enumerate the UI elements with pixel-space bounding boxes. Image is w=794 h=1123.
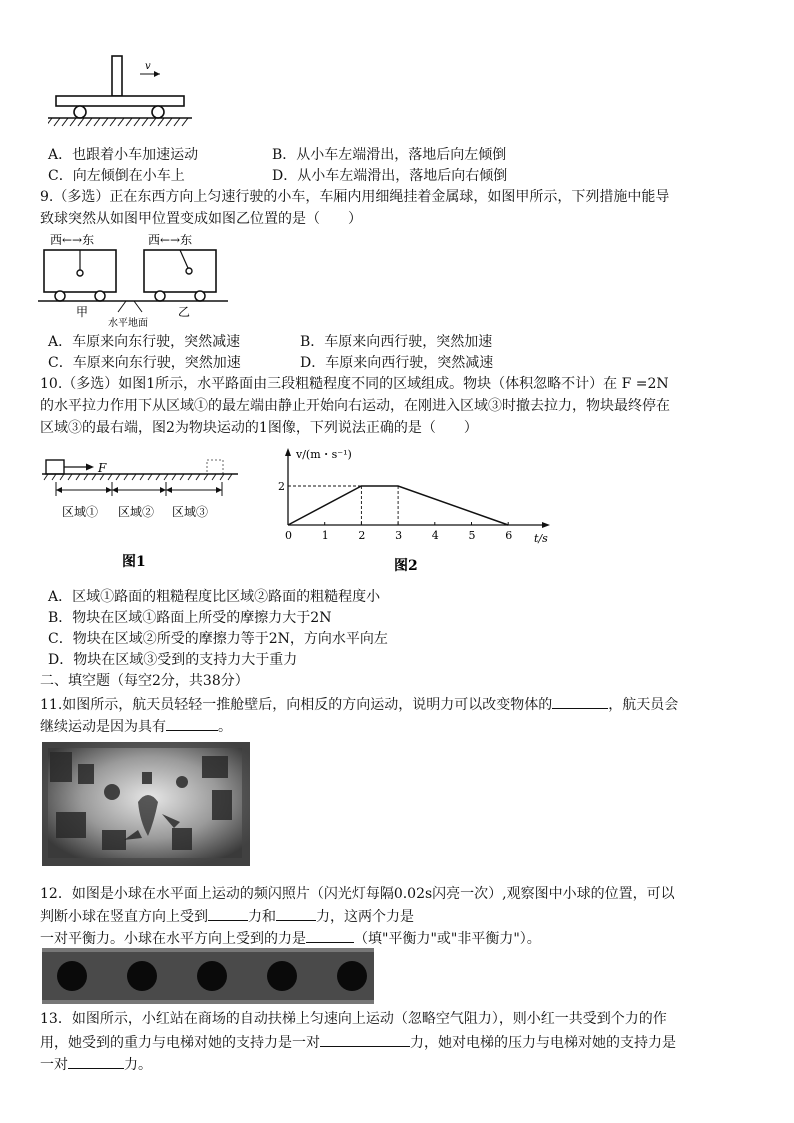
q10-option-a: A．区域①路面的粗糙程度比区域②路面的粗糙程度小 xyxy=(48,589,381,605)
x-tick-label: 3 xyxy=(395,529,403,542)
q12-text-4: 一对平衡力。小球在水平方向上受到的力是 xyxy=(40,931,306,947)
direction-label-jia: 西←→东 xyxy=(50,233,95,247)
q12-blank-3[interactable] xyxy=(306,928,354,943)
region-1-label: 区域① xyxy=(62,505,99,519)
q12-text-3: 力，这两个力是 xyxy=(316,909,414,925)
q13-text-4: 力。 xyxy=(124,1057,152,1073)
q9-option-d: D．车原来向西行驶，突然减速 xyxy=(300,355,494,371)
q13-stem-line-2 xyxy=(40,1032,676,1052)
q8-option-b: B．从小车左端滑出，落地后向左倾倒 xyxy=(272,147,507,163)
q10-stem-line-2: 的水平拉力作用下从区域①的最左端由静止开始向右运动，在刚进入区域③时撤去拉力，物块最终停在 xyxy=(40,398,670,414)
q11-text-2: ，航天员会 xyxy=(608,697,679,713)
q9-option-a: A．车原来向东行驶，突然减速 xyxy=(48,334,241,350)
q13-text-2: 力，她对电梯的压力与电梯对她的支持力是 xyxy=(410,1035,676,1051)
q8-option-c: C．向左倾倒在小车上 xyxy=(48,168,185,184)
x-tick-label: 6 xyxy=(505,529,513,542)
q9-stem-line-2: 致球突然从如图甲位置变成如图乙位置的是（ ） xyxy=(40,211,362,227)
q12-text-1: 判断小球在竖直方向上受到 xyxy=(40,909,208,925)
y-axis-label: v/(m・s⁻¹) xyxy=(296,448,352,461)
velocity-label: v xyxy=(145,61,151,72)
q10-option-b: B．物块在区域①路面上所受的摩擦力大于2N xyxy=(48,610,332,626)
cart-figure xyxy=(48,54,198,129)
figure-1-caption: 图1 xyxy=(122,554,146,570)
q11-stem-line-2 xyxy=(40,716,232,736)
y-tick-label: 2 xyxy=(278,480,285,493)
q11-blank-2[interactable] xyxy=(166,716,218,731)
q12-blank-2[interactable] xyxy=(276,906,316,921)
q11-stem-line-1 xyxy=(40,694,678,714)
figure-2-caption: 图2 xyxy=(394,558,418,574)
q9-option-b: B．车原来向西行驶，突然加速 xyxy=(300,334,493,350)
x-tick-label: 0 xyxy=(285,529,292,542)
q10-stem-line-3: 区域③的最右端，图2为物块运动的1图像，下列说法正确的是（ ） xyxy=(40,420,478,436)
q11-text-1: 11.如图所示，航天员轻轻一推舱壁后，向相反的方向运动，说明力可以改变物体的 xyxy=(40,697,553,713)
q13-text-1: 用，她受到的重力与电梯对她的支持力是一对 xyxy=(40,1035,320,1051)
train-car-figure xyxy=(38,230,238,330)
q11-text-4: 。 xyxy=(218,719,232,735)
q13-stem-line-3 xyxy=(40,1054,152,1074)
x-axis-label: t/s xyxy=(534,532,548,545)
q10-option-d: D．物块在区域③受到的支持力大于重力 xyxy=(48,652,298,668)
x-axis-arrow xyxy=(542,522,550,528)
q12-text-2: 力和 xyxy=(248,909,276,925)
region-2-label: 区域② xyxy=(118,505,155,519)
x-tick-label: 1 xyxy=(321,529,329,542)
q13-blank-1[interactable] xyxy=(320,1032,410,1047)
q8-option-d: D．从小车左端滑出，落地后向右倾倒 xyxy=(272,168,508,184)
q12-stem-line-3 xyxy=(40,928,541,948)
strobe-ball-photo xyxy=(42,948,374,1004)
ground-label: 水平地面 xyxy=(108,318,148,329)
q10-option-c: C．物块在区域②所受的摩擦力等于2N，方向水平向左 xyxy=(48,631,388,647)
q12-stem-line-2 xyxy=(40,906,414,926)
astronaut-cabin-photo xyxy=(42,742,250,866)
q9-stem-line-1: 9.（多选）正在东西方向上匀速行驶的小车，车厢内用细绳挂着金属球，如图甲所示，下列措施中能导 xyxy=(40,189,670,205)
q11-text-3: 继续运动是因为具有 xyxy=(40,719,166,735)
q13-blank-2[interactable] xyxy=(68,1054,124,1069)
q12-text-5: （填"平衡力"或"非平衡力"）。 xyxy=(354,931,541,947)
velocity-time-chart xyxy=(268,442,558,577)
q9-option-c: C．车原来向东行驶，突然加速 xyxy=(48,355,241,371)
q11-blank-1[interactable] xyxy=(552,694,608,709)
direction-label-yi: 西←→东 xyxy=(148,233,193,247)
x-tick-label: 2 xyxy=(358,529,366,542)
road-regions-figure xyxy=(42,452,242,577)
q12-stem-line-1: 12．如图是小球在水平面上运动的频闪照片（闪光灯每隔0.02s闪亮一次）,观察图中小球的位置，可以 xyxy=(40,886,675,902)
force-label: F xyxy=(98,461,107,475)
section-2-heading: 二、填空题（每空2分，共38分） xyxy=(40,673,249,689)
q12-blank-1[interactable] xyxy=(208,906,248,921)
q10-stem-line-1: 10.（多选）如图1所示，水平路面由三段粗糙程度不同的区域组成。物块（体积忽略不计）在 F =2N xyxy=(40,376,669,392)
region-3-label: 区域③ xyxy=(172,505,209,519)
q13-text-3: 一对 xyxy=(40,1057,68,1073)
y-axis-arrow xyxy=(285,448,291,456)
q13-stem-line-1: 13．如图所示，小红站在商场的自动扶梯上匀速向上运动（忽略空气阻力），则小红一共受到个力的作 xyxy=(40,1011,667,1027)
label-jia: 甲 xyxy=(76,305,89,319)
q8-option-a: A．也跟着小车加速运动 xyxy=(48,147,199,163)
x-tick-label: 4 xyxy=(431,529,439,542)
label-yi: 乙 xyxy=(178,305,191,319)
x-tick-label: 5 xyxy=(468,529,476,542)
